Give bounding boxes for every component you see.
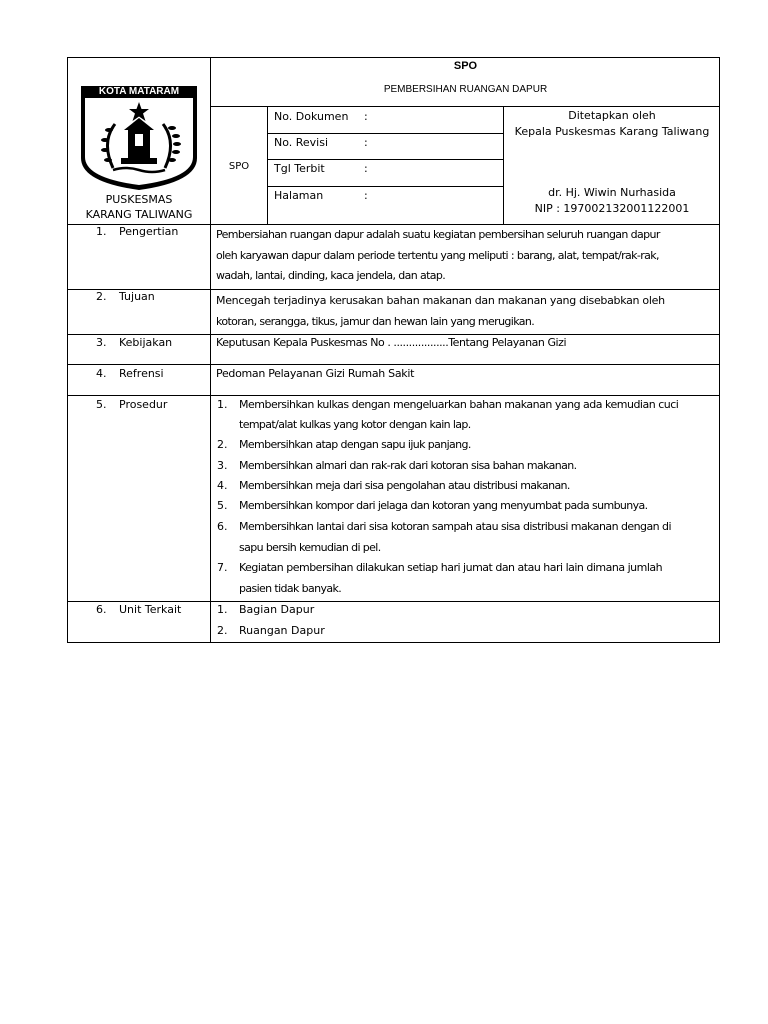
field-no-revisi-label: No. Revisi xyxy=(274,136,329,149)
row-unit-terkait-label: Unit Terkait xyxy=(119,603,182,616)
approval-nip: NIP : 197002132001122001 xyxy=(534,202,690,215)
pengertian-line-3: wadah, lantai, dinding, kaca jendela, dan atap. xyxy=(216,269,446,282)
prosedur-item-6-line-1: Membersihkan lantai dari sisa kotoran sampah atau sisa distribusi makanan dengan di xyxy=(239,520,671,533)
logo-shield-icon xyxy=(79,84,199,192)
pengertian-line-1: Pembersiahan ruangan dapur adalah suatu kegiatan pembersihan seluruh ruangan dapur xyxy=(216,228,660,241)
row-tujuan-num: 2. xyxy=(96,290,107,303)
unit-item-1-text: Bagian Dapur xyxy=(239,603,315,616)
prosedur-item-7-line-1: Kegiatan pembersihan dilakukan setiap hari jumat dan atau hari lain dimana jumlah xyxy=(239,561,663,574)
kebijakan-text: Keputusan Kepala Puskesmas No . ..................Tentang Pelayanan Gizi xyxy=(216,336,567,349)
spo-label: SPO xyxy=(228,161,250,172)
prosedur-item-1-line-1: Membersihkan kulkas dengan mengeluarkan bahan makanan yang ada kemudian cuci xyxy=(239,398,679,411)
divider-spo-label xyxy=(267,106,268,224)
field-halaman-sep: : xyxy=(364,189,368,202)
row-prosedur-label: Prosedur xyxy=(119,398,168,411)
approval-kepala: Kepala Puskesmas Karang Taliwang xyxy=(514,125,710,138)
approval-name: dr. Hj. Wiwin Nurhasida xyxy=(548,186,676,199)
document-title: PEMBERSIHAN RUANGAN DAPUR xyxy=(383,84,548,95)
row-unit-terkait-num: 6. xyxy=(96,603,107,616)
row-refrensi-label: Refrensi xyxy=(119,367,164,380)
field-tgl-terbit-sep: : xyxy=(364,162,368,175)
prosedur-item-6-num: 6. xyxy=(217,520,228,533)
divider-row-5 xyxy=(67,601,720,602)
divider-row-1 xyxy=(67,289,720,290)
prosedur-item-7-num: 7. xyxy=(217,561,228,574)
row-pengertian-label: Pengertian xyxy=(119,225,179,238)
kota-mataram-logo xyxy=(79,84,199,192)
prosedur-item-4-num: 4. xyxy=(217,479,228,492)
prosedur-item-2-line-1: Membersihkan atap dengan sapu ijuk panjang. xyxy=(239,438,471,451)
prosedur-item-6-line-2: sapu bersih kemudian di pel. xyxy=(239,541,381,554)
institution-name-line2: KARANG TALIWANG xyxy=(85,208,193,221)
row-prosedur-num: 5. xyxy=(96,398,107,411)
refrensi-text: Pedoman Pelayanan Gizi Rumah Sakit xyxy=(216,367,415,380)
field-halaman-label: Halaman xyxy=(274,189,324,202)
field-tgl-terbit-label: Tgl Terbit xyxy=(274,162,325,175)
field-no-revisi-sep: : xyxy=(364,136,368,149)
divider-row-4 xyxy=(67,395,720,396)
approval-ditetapkan: Ditetapkan oleh xyxy=(568,109,656,122)
spo-title: SPO xyxy=(453,60,478,72)
row-kebijakan-label: Kebijakan xyxy=(119,336,173,349)
row-tujuan-label: Tujuan xyxy=(119,290,155,303)
row-kebijakan-num: 3. xyxy=(96,336,107,349)
prosedur-item-5-num: 5. xyxy=(217,499,228,512)
divider-row-2 xyxy=(67,334,720,335)
divider-field-2 xyxy=(267,159,503,160)
pengertian-line-2: oleh karyawan dapur dalam periode tertentu yang meliputi : barang, alat, tempat/rak-rak, xyxy=(216,249,659,262)
institution-name-line1: PUSKESMAS xyxy=(105,193,173,206)
row-pengertian-num: 1. xyxy=(96,225,107,238)
unit-item-1-num: 1. xyxy=(217,603,228,616)
divider-row-3 xyxy=(67,364,720,365)
field-no-dokumen-label: No. Dokumen xyxy=(274,110,349,123)
prosedur-item-1-num: 1. xyxy=(217,398,228,411)
prosedur-item-1-line-2: tempat/alat kulkas yang kotor dengan kain lap. xyxy=(239,418,471,431)
divider-left-column xyxy=(210,57,211,643)
unit-item-2-text: Ruangan Dapur xyxy=(239,624,325,637)
prosedur-item-3-line-1: Membersihkan almari dan rak-rak dari kotoran sisa bahan makanan. xyxy=(239,459,577,472)
logo-text: KOTA MATARAM xyxy=(98,86,180,97)
prosedur-item-7-line-2: pasien tidak banyak. xyxy=(239,582,342,595)
tujuan-line-2: kotoran, serangga, tikus, jamur dan hewan lain yang merugikan. xyxy=(216,315,535,328)
unit-item-2-num: 2. xyxy=(217,624,228,637)
field-no-dokumen-sep: : xyxy=(364,110,368,123)
row-refrensi-num: 4. xyxy=(96,367,107,380)
prosedur-item-4-line-1: Membersihkan meja dari sisa pengolahan atau distribusi makanan. xyxy=(239,479,570,492)
divider-field-3 xyxy=(267,186,503,187)
prosedur-item-3-num: 3. xyxy=(217,459,228,472)
divider-header-title xyxy=(210,106,720,107)
prosedur-item-5-line-1: Membersihkan kompor dari jelaga dan kotoran yang menyumbat pada sumbunya. xyxy=(239,499,648,512)
divider-field-1 xyxy=(267,133,503,134)
tujuan-line-1: Mencegah terjadinya kerusakan bahan makanan dan makanan yang disebabkan oleh xyxy=(216,294,665,307)
prosedur-item-2-num: 2. xyxy=(217,438,228,451)
